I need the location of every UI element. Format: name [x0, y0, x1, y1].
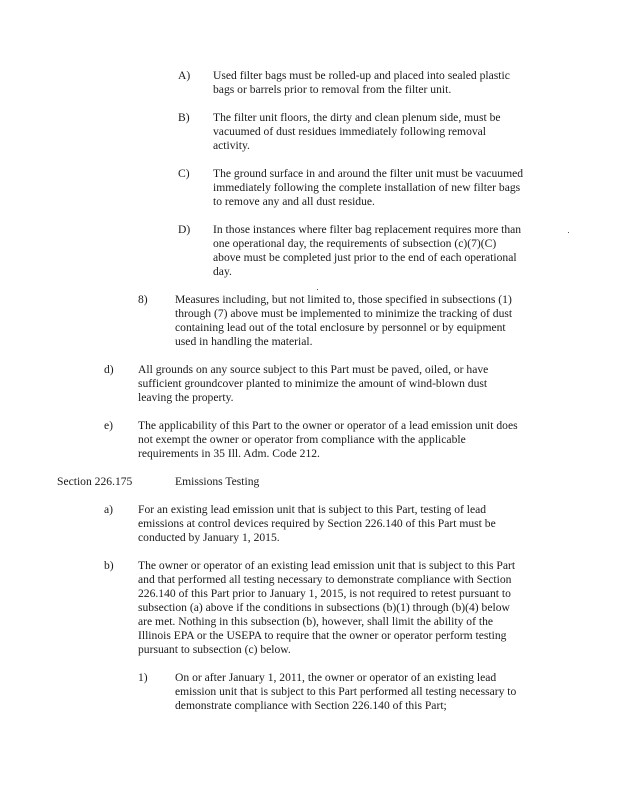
text-line: Illinois EPA or the USEPA to require that the owner or operator perform testing — [138, 629, 507, 642]
text-line: sufficient groundcover planted to minimize the amount of wind-blown dust — [138, 377, 488, 390]
paragraph-label: e) — [104, 419, 114, 432]
text-line: used in handling the material. — [175, 335, 313, 348]
text-line: activity. — [213, 139, 250, 152]
paragraph — [0, 503, 619, 545]
paragraph-label: 8) — [138, 293, 148, 306]
document-page — [0, 69, 619, 727]
text-line: vacuumed of dust residues immediately following removal — [213, 125, 487, 138]
text-line: bags or barrels prior to removal from the filter unit. — [213, 83, 452, 96]
paragraph-label: a) — [104, 503, 114, 516]
text-line: pursuant to subsection (c) below. — [138, 643, 291, 656]
paragraph — [0, 363, 619, 405]
text-line: to remove any and all dust residue. — [213, 195, 375, 208]
text-line: On or after January 1, 2011, the owner or operator of an existing lead — [175, 671, 497, 684]
paragraph — [0, 419, 619, 461]
text-line: subsection (a) above if the conditions in subsections (b)(1) through (b)(4) below — [138, 601, 510, 614]
text-line: leaving the property. — [138, 391, 234, 404]
text-line: All grounds on any source subject to this Part must be paved, oiled, or have — [138, 363, 489, 376]
text-line: not exempt the owner or operator from compliance with the applicable — [138, 433, 466, 446]
text-line: The ground surface in and around the filter unit must be vacuumed — [213, 167, 524, 180]
text-line: The owner or operator of an existing lead emission unit that is subject to this Part — [138, 559, 516, 572]
text-line: emissions at control devices required by Section 226.140 of this Part must be — [138, 517, 496, 530]
text-line: emission unit that is subject to this Part performed all testing necessary to — [175, 685, 517, 698]
scan-speck — [568, 232, 569, 233]
text-line: are met. Nothing in this subsection (b), however, shall limit the ability of the — [138, 615, 494, 628]
text-line: requirements in 35 Ill. Adm. Code 212. — [138, 447, 320, 460]
text-line: and that performed all testing necessary to demonstrate compliance with Section — [138, 573, 512, 586]
text-line: Measures including, but not limited to, those specified in subsections (1) — [175, 293, 512, 306]
paragraph — [0, 671, 619, 713]
text-line: 226.140 of this Part prior to January 1, 2015, is not required to retest pursuant to — [138, 587, 511, 600]
paragraph — [0, 167, 619, 209]
text-line: conducted by January 1, 2015. — [138, 531, 280, 544]
paragraph-label: B) — [178, 111, 190, 124]
text-line: For an existing lead emission unit that is subject to this Part, testing of lead — [138, 503, 487, 516]
paragraph-label: b) — [104, 559, 114, 572]
text-line: The filter unit floors, the dirty and clean plenum side, must be — [213, 111, 501, 124]
text-line: above must be completed just prior to the end of each operational — [213, 251, 517, 264]
section-heading — [0, 475, 619, 489]
text-line: In those instances where filter bag replacement requires more than — [213, 223, 522, 236]
paragraph-label: A) — [178, 69, 191, 82]
text-line: day. — [213, 265, 232, 278]
paragraph — [0, 559, 619, 657]
text-line: immediately following the complete installation of new filter bags — [213, 181, 521, 194]
paragraph-label: 1) — [138, 671, 148, 684]
text-line: Used filter bags must be rolled-up and placed into sealed plastic — [213, 69, 510, 82]
paragraph-label: D) — [178, 223, 191, 236]
text-line: demonstrate compliance with Section 226.140 of this Part; — [175, 699, 447, 712]
scan-speck — [317, 289, 318, 290]
paragraph-label: d) — [104, 363, 114, 376]
paragraph-label: C) — [178, 167, 190, 180]
text-line: containing lead out of the total enclosure by personnel or by equipment — [175, 321, 506, 334]
section-number: Section 226.175 — [57, 475, 133, 488]
text-line: through (7) above must be implemented to minimize the tracking of dust — [175, 307, 513, 320]
paragraph — [0, 293, 619, 349]
text-line: one operational day, the requirements of subsection (c)(7)(C) — [213, 237, 497, 250]
paragraph — [0, 69, 619, 97]
paragraph — [0, 111, 619, 153]
text-line: The applicability of this Part to the owner or operator of a lead emission unit does — [138, 419, 518, 432]
paragraph — [0, 223, 619, 279]
section-title: Emissions Testing — [175, 475, 260, 488]
